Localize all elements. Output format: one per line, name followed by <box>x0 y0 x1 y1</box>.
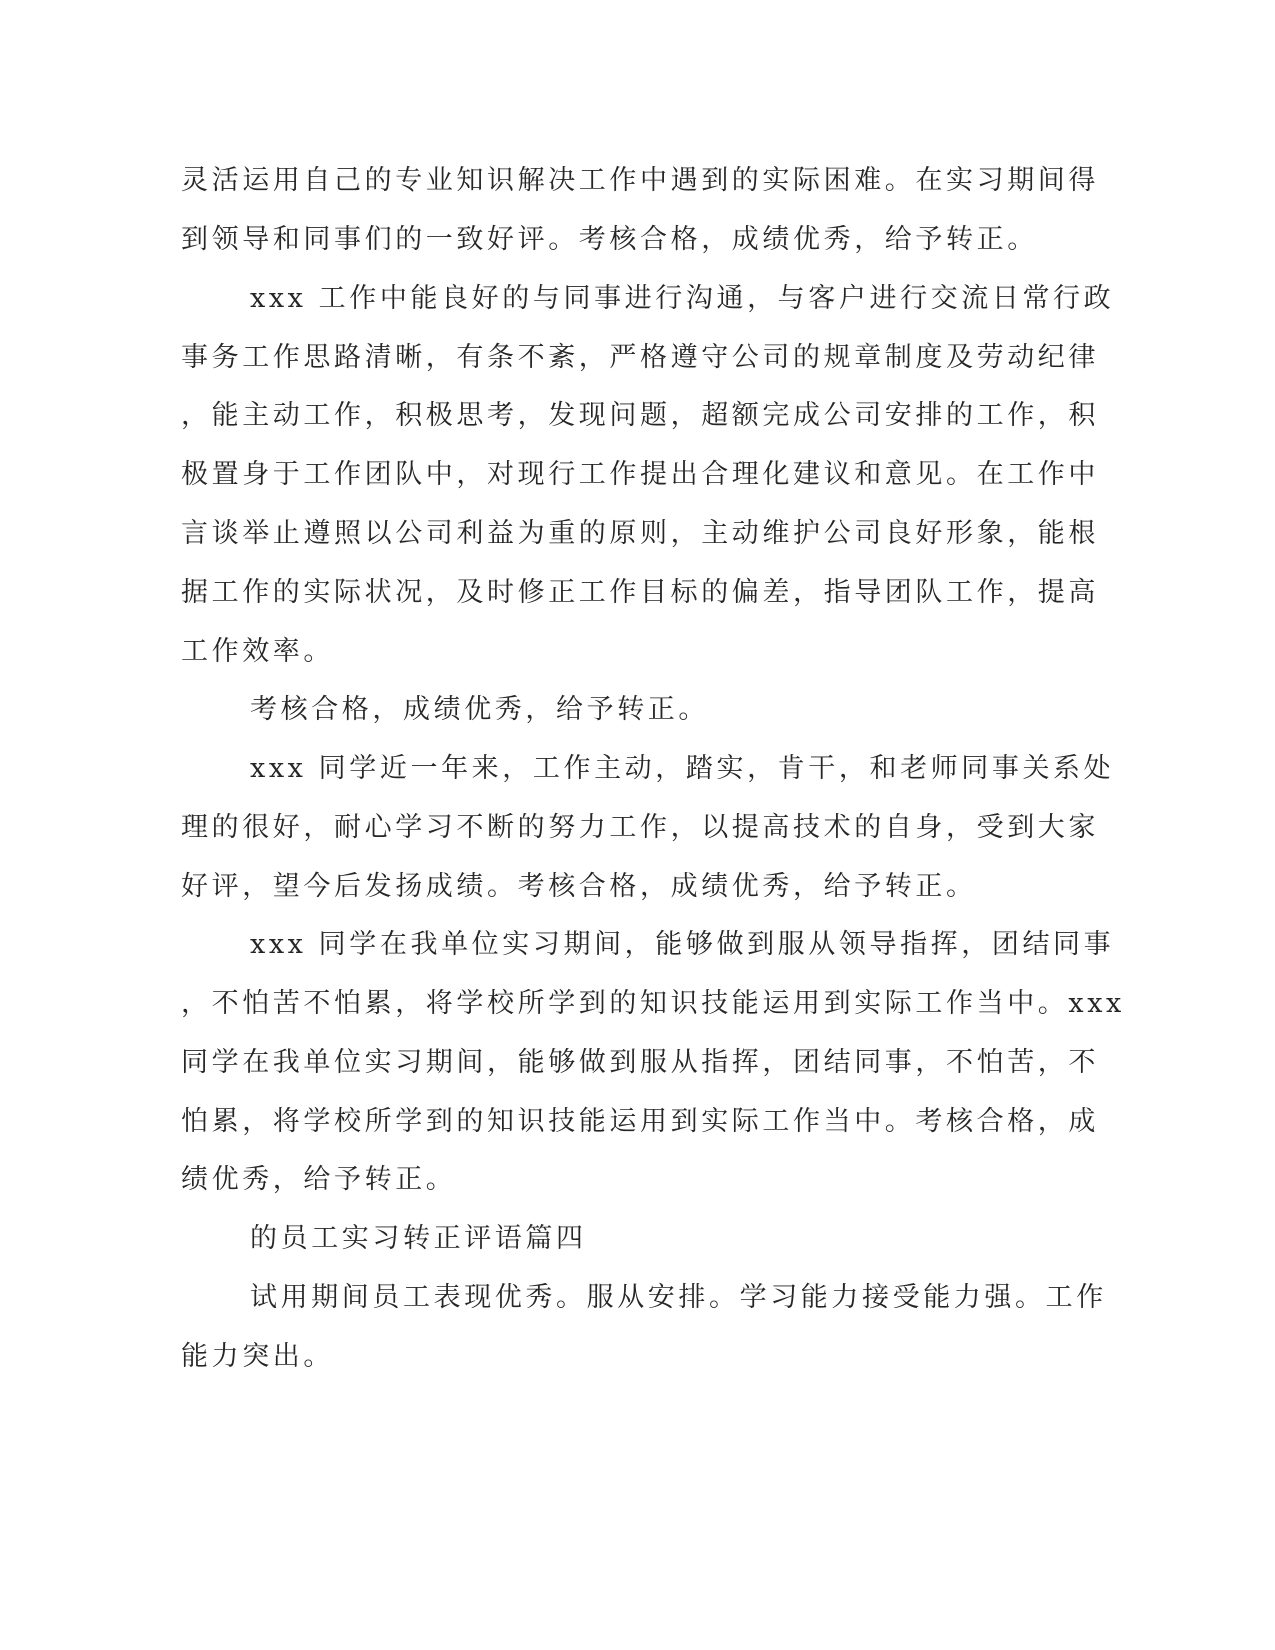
text-line: 据工作的实际状况，及时修正工作目标的偏差，指导团队工作，提高 <box>181 577 1099 608</box>
text-line: 好评，望今后发扬成绩。考核合格，成绩优秀，给予转正。 <box>181 871 977 902</box>
text-line: 到领导和同事们的一致好评。考核合格，成绩优秀，给予转正。 <box>181 224 1038 255</box>
text-line: 理的很好，耐心学习不断的努力工作，以提高技术的自身，受到大家 <box>181 812 1099 843</box>
text-line: 极置身于工作团队中，对现行工作提出合理化建议和意见。在工作中 <box>181 459 1099 490</box>
text-line: 怕累，将学校所学到的知识技能运用到实际工作当中。考核合格，成 <box>181 1106 1099 1137</box>
text-line: ，能主动工作，积极思考，发现问题，超额完成公司安排的工作，积 <box>181 400 1099 431</box>
text-line: 能力突出。 <box>181 1341 334 1372</box>
text-line: 同学在我单位实习期间，能够做到服从指挥，团结同事，不怕苦，不 <box>181 1047 1099 1078</box>
text-line: 言谈举止遵照以公司利益为重的原则，主动维护公司良好形象，能根 <box>181 518 1099 549</box>
text-line: 工作效率。 <box>181 636 334 667</box>
text-line: 事务工作思路清晰，有条不紊，严格遵守公司的规章制度及劳动纪律 <box>181 342 1099 373</box>
paragraph-start-line: 考核合格，成绩优秀，给予转正。 <box>250 694 709 725</box>
text-line: 绩优秀，给予转正。 <box>181 1164 457 1195</box>
text-line: 灵活运用自己的专业知识解决工作中遇到的实际困难。在实习期间得 <box>181 165 1099 196</box>
paragraph-start-line: xxx 同学在我单位实习期间，能够做到服从领导指挥，团结同事 <box>250 929 1115 960</box>
text-line: ，不怕苦不怕累，将学校所学到的知识技能运用到实际工作当中。xxx <box>181 988 1125 1019</box>
section-heading: 的员工实习转正评语篇四 <box>250 1223 587 1254</box>
paragraph-start-line: 试用期间员工表现优秀。服从安排。学习能力接受能力强。工作 <box>250 1282 1107 1313</box>
paragraph-start-line: xxx 同学近一年来，工作主动，踏实，肯干，和老师同事关系处 <box>250 753 1115 784</box>
paragraph-start-line: xxx 工作中能良好的与同事进行沟通，与客户进行交流日常行政 <box>250 283 1115 314</box>
